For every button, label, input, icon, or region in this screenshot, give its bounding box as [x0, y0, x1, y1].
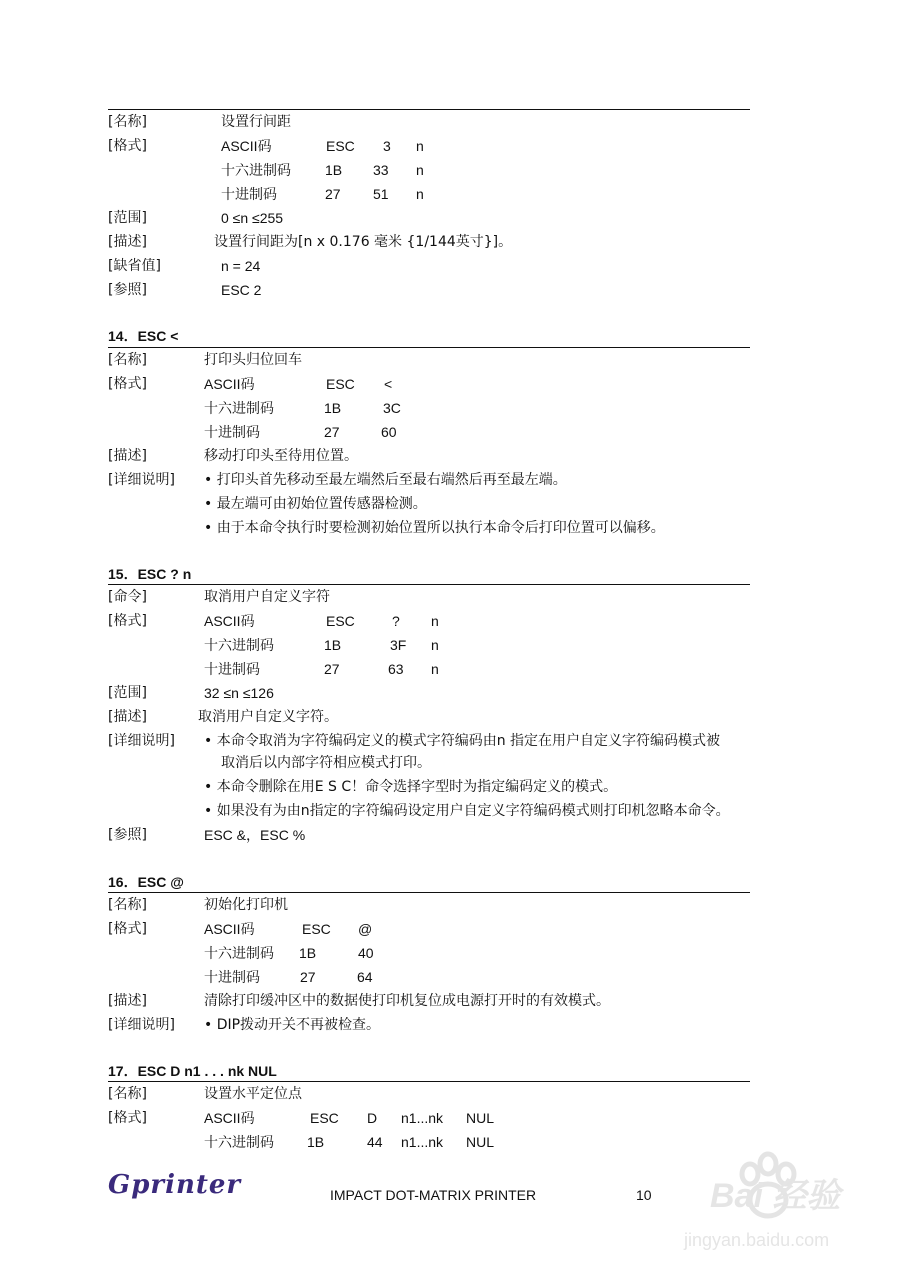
- sec13-default: n = 24: [221, 258, 261, 274]
- sec14-format-tag: [格式]: [108, 376, 147, 392]
- sec14-detail-tag: [详细说明]: [108, 472, 175, 488]
- sec15-row1-label: ASCII码: [204, 613, 255, 629]
- sec15-row1-c2: ?: [392, 613, 400, 629]
- sec15-detail-1-cont: 取消后以内部字符相应模式打印。: [221, 755, 431, 771]
- sec17-row1-c4: NUL: [466, 1110, 495, 1126]
- sec16-row2-c2: 40: [358, 945, 374, 961]
- sec15-format-tag: [格式]: [108, 613, 147, 629]
- sec13-desc-tag: [描述]: [108, 234, 147, 250]
- sec15-desc-tag: [描述]: [108, 709, 147, 725]
- sec14-row1-c2: <: [384, 376, 393, 392]
- sec15-rule: [108, 584, 750, 585]
- sec14-rule: [108, 347, 750, 348]
- sec16-desc: 清除打印缓冲区中的数据使打印机复位成电源打开时的有效模式。: [204, 993, 610, 1009]
- sec13-default-tag: [缺省值]: [108, 258, 161, 274]
- sec13-row3-c2: 51: [373, 186, 389, 202]
- sec17-row2-label: 十六进制码: [204, 1134, 274, 1150]
- sec16-row1-c2: @: [358, 921, 373, 937]
- sec13-ref: ESC 2: [221, 282, 262, 298]
- sec13-ref-tag: [参照]: [108, 282, 147, 298]
- sec13-row3-c1: 27: [325, 186, 341, 202]
- sec14-row3-c2: 60: [381, 424, 397, 440]
- sec14-heading: 14．ESC <: [108, 328, 179, 344]
- sec14-row1-c1: ESC: [326, 376, 355, 392]
- sec13-format-tag: [格式]: [108, 138, 147, 154]
- sec17-row2-c4: NUL: [466, 1134, 495, 1150]
- sec16-row3-c2: 64: [357, 969, 373, 985]
- sec15-ref-tag: [参照]: [108, 827, 147, 843]
- sec17-row1-label: ASCII码: [204, 1110, 255, 1126]
- sec13-row1-c1: ESC: [326, 138, 355, 154]
- sec14-desc: 移动打印头至待用位置。: [204, 448, 358, 464]
- sec16-detail: • DIP拨动开关不再被检查。: [204, 1017, 381, 1033]
- sec13-range: 0 ≤n ≤255: [221, 210, 284, 226]
- top-rule: [108, 109, 750, 110]
- sec15-row3-c2: 63: [388, 661, 404, 677]
- sec16-name: 初始化打印机: [204, 897, 288, 913]
- sec16-row3-c1: 27: [300, 969, 316, 985]
- sec15-desc: 取消用户自定义字符。: [198, 709, 338, 725]
- sec14-row2-c2: 3C: [383, 400, 401, 416]
- sec13-range-tag: [范围]: [108, 210, 147, 226]
- sec16-detail-tag: [详细说明]: [108, 1017, 175, 1033]
- sec13-row3-label: 十进制码: [221, 186, 277, 202]
- sec17-name: 设置水平定位点: [204, 1086, 302, 1102]
- sec15-detail-2: • 本命令删除在用E S C！命令选择字型时为指定编码定义的模式。: [204, 779, 618, 795]
- sec15-row2-c3: n: [431, 637, 439, 653]
- sec13-row2-c2: 33: [373, 162, 389, 178]
- sec16-desc-tag: [描述]: [108, 993, 147, 1009]
- sec13-row1-c2: 3: [383, 138, 391, 154]
- sec13-desc: 设置行间距为[n x 0.176 毫米 {1/144英寸}]。: [214, 234, 513, 250]
- sec13-row2-c1: 1B: [325, 162, 343, 178]
- sec15-row2-label: 十六进制码: [204, 637, 274, 653]
- sec15-row3-label: 十进制码: [204, 661, 260, 677]
- sec13-row1-label: ASCII码: [221, 138, 272, 154]
- sec15-range-tag: [范围]: [108, 685, 147, 701]
- sec17-format-tag: [格式]: [108, 1110, 147, 1126]
- sec15-row1-c1: ESC: [326, 613, 355, 629]
- sec15-row2-c2: 3F: [390, 637, 407, 653]
- sec15-detail-1: • 本命令取消为字符编码定义的模式字符编码由n 指定在用户自定义字符编码模式被: [204, 733, 721, 749]
- sec15-range: 32 ≤n ≤126: [204, 685, 274, 701]
- sec16-row2-c1: 1B: [299, 945, 317, 961]
- sec15-detail-3: • 如果没有为由n指定的字符编码设定用户自定义字符编码模式则打印机忽略本命令。: [204, 803, 730, 819]
- sec15-heading: 15．ESC ? n: [108, 566, 192, 582]
- sec17-row2-c2: 44: [367, 1134, 383, 1150]
- sec17-heading: 17．ESC D n1 . . . nk NUL: [108, 1063, 277, 1079]
- sec14-desc-tag: [描述]: [108, 448, 147, 464]
- sec14-detail-2: • 最左端可由初始位置传感器检测。: [204, 496, 427, 512]
- sec16-rule: [108, 892, 750, 893]
- sec14-detail-1: • 打印头首先移动至最左端然后至最右端然后再至最左端。: [204, 472, 567, 488]
- sec17-row2-c1: 1B: [307, 1134, 325, 1150]
- sec16-name-tag: [名称]: [108, 897, 147, 913]
- sec14-detail-3: • 由于本命令执行时要检测初始位置所以执行本命令后打印位置可以偏移。: [204, 520, 665, 536]
- sec16-row1-c1: ESC: [302, 921, 331, 937]
- baidu-watermark: [640, 1150, 880, 1265]
- sec13-row3-c3: n: [416, 186, 424, 202]
- sec14-name-tag: [名称]: [108, 352, 147, 368]
- sec14-name: 打印头归位回车: [204, 352, 302, 368]
- sec17-row2-c3: n1...nk: [401, 1134, 444, 1150]
- sec17-row1-c1: ESC: [310, 1110, 339, 1126]
- sec17-name-tag: [名称]: [108, 1086, 147, 1102]
- sec17-row1-c3: n1...nk: [401, 1110, 444, 1126]
- sec15-cmd-tag: [命令]: [108, 589, 147, 605]
- sec13-row1-c3: n: [416, 138, 424, 154]
- sec15-ref: ESC &，ESC %: [204, 827, 306, 843]
- watermark-url: jingyan.baidu.com: [684, 1230, 830, 1250]
- sec16-format-tag: [格式]: [108, 921, 147, 937]
- sec14-row2-c1: 1B: [324, 400, 342, 416]
- sec15-row2-c1: 1B: [324, 637, 342, 653]
- sec14-row1-label: ASCII码: [204, 376, 255, 392]
- sec17-row1-c2: D: [367, 1110, 378, 1126]
- watermark-brand: Bai 经验: [710, 1177, 841, 1215]
- sec17-rule: [108, 1081, 750, 1082]
- sec15-row3-c1: 27: [324, 661, 340, 677]
- sec15-detail-tag: [详细说明]: [108, 733, 175, 749]
- sec13-row2-label: 十六进制码: [221, 162, 291, 178]
- gprinter-logo: Gprinter: [108, 1170, 242, 1200]
- sec16-row1-label: ASCII码: [204, 921, 255, 937]
- footer-title: IMPACT DOT-MATRIX PRINTER: [330, 1187, 537, 1203]
- sec14-row3-label: 十进制码: [204, 424, 260, 440]
- sec16-row2-label: 十六进制码: [204, 945, 274, 961]
- sec13-name: 设置行间距: [221, 114, 291, 130]
- sec16-heading: 16．ESC @: [108, 874, 184, 890]
- sec13-name-tag: [名称]: [108, 114, 147, 130]
- sec15-row3-c3: n: [431, 661, 439, 677]
- sec15-row1-c3: n: [431, 613, 439, 629]
- sec14-row3-c1: 27: [324, 424, 340, 440]
- sec15-cmd: 取消用户自定义字符: [204, 589, 330, 605]
- sec14-row2-label: 十六进制码: [204, 400, 274, 416]
- sec13-row2-c3: n: [416, 162, 424, 178]
- sec16-row3-label: 十进制码: [204, 969, 260, 985]
- page-number: 10: [636, 1187, 652, 1203]
